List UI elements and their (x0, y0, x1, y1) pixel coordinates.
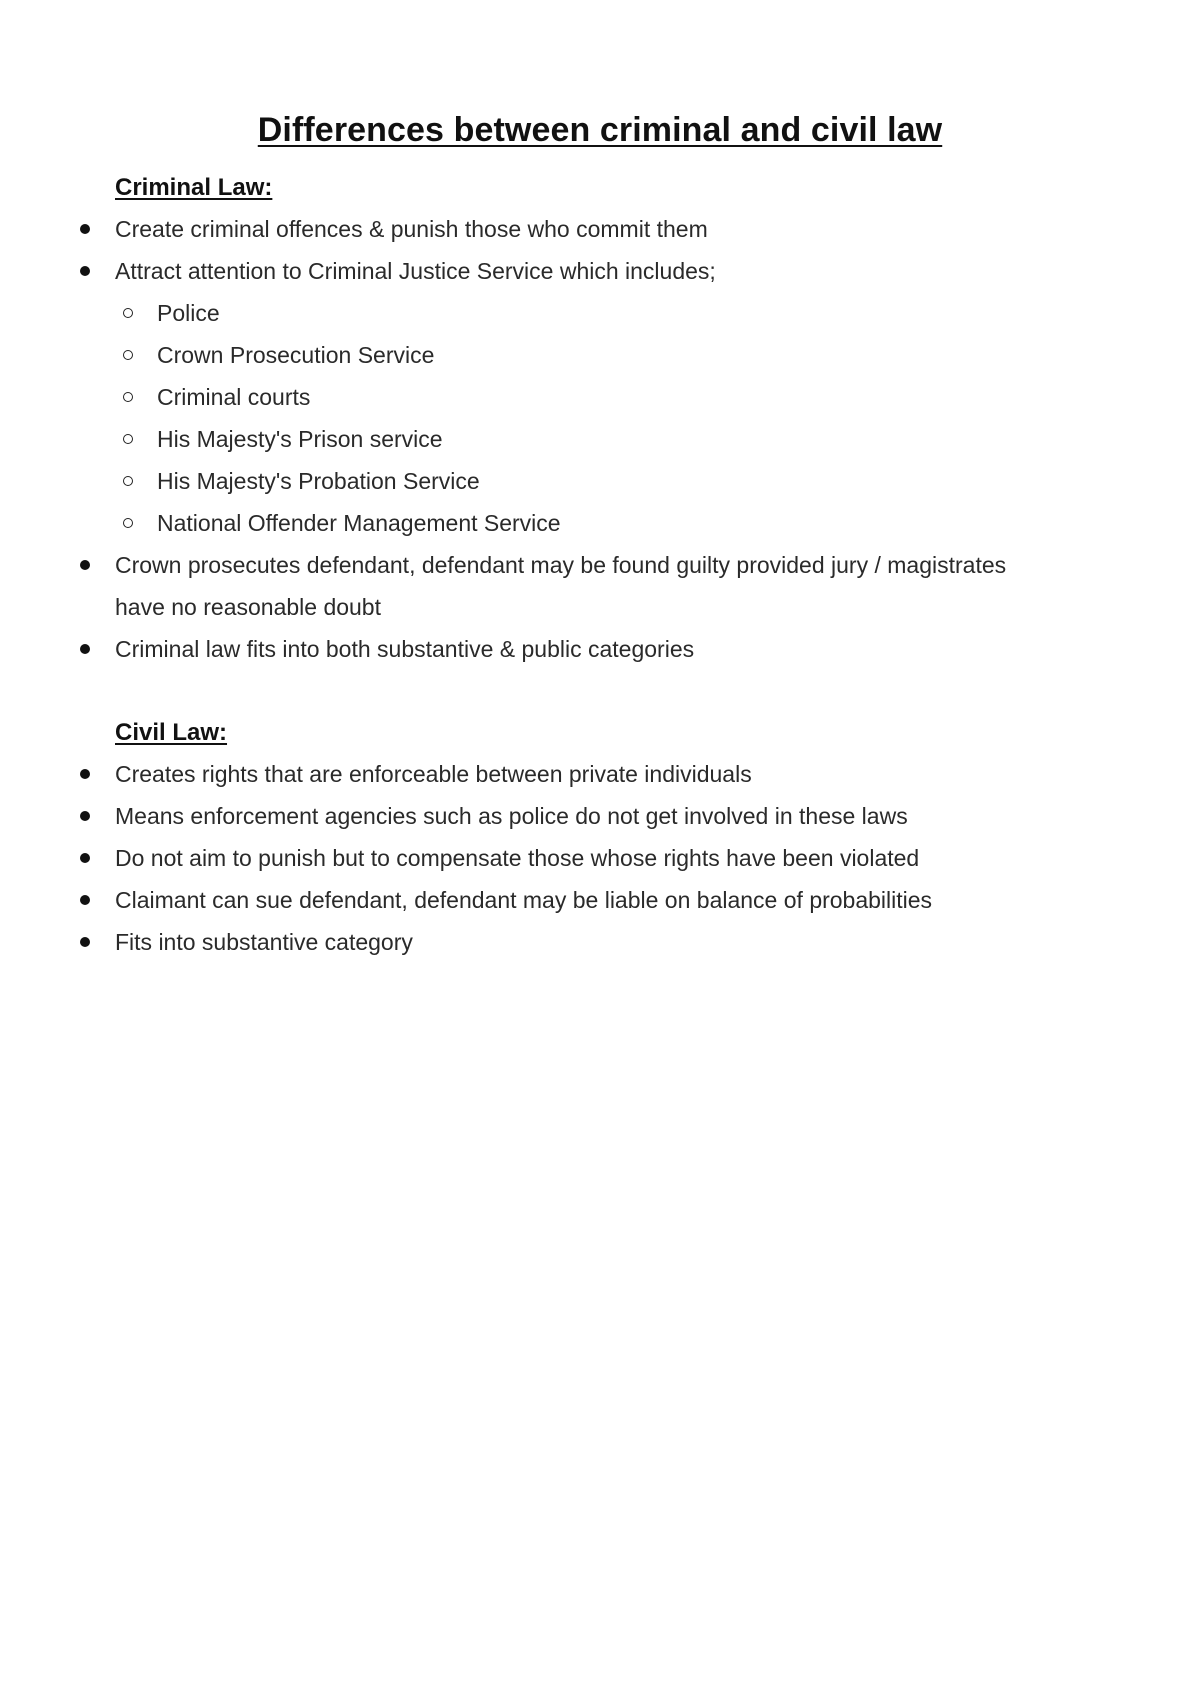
list-item-text: Do not aim to punish but to compensate those whose rights have been violated (115, 845, 920, 871)
list-item (0, 250, 1200, 292)
list-item (0, 879, 1200, 921)
bullet-icon (80, 895, 90, 905)
sub-list-item-text: His Majesty's Prison service (157, 426, 443, 452)
hollow-bullet-icon (123, 434, 133, 444)
list-item-text: Creates rights that are enforceable between private individuals (115, 761, 752, 787)
list-item-text: Means enforcement agencies such as police do not get involved in these laws (115, 803, 908, 829)
hollow-bullet-icon (123, 518, 133, 528)
list-item-text: Create criminal offences & punish those who commit them (115, 216, 708, 242)
list-item (0, 837, 1200, 879)
list-item-text: Fits into substantive category (115, 929, 413, 955)
list-item (0, 921, 1200, 963)
list-item (0, 753, 1200, 795)
hollow-bullet-icon (123, 350, 133, 360)
bullet-icon (80, 937, 90, 947)
bullet-icon (80, 853, 90, 863)
bullet-icon (80, 769, 90, 779)
sub-list-item-text: His Majesty's Probation Service (157, 468, 480, 494)
criminal-law-heading: Criminal Law: (115, 174, 273, 201)
list-item-continuation (0, 586, 1200, 628)
sub-list-item (0, 376, 1200, 418)
list-item (0, 795, 1200, 837)
list-item (0, 544, 1200, 586)
hollow-bullet-icon (123, 476, 133, 486)
sub-list-item-text: National Offender Management Service (157, 510, 561, 536)
sub-list-item (0, 460, 1200, 502)
bullet-icon (80, 644, 90, 654)
list-item (0, 628, 1200, 670)
sub-list-item-text: Police (157, 300, 220, 326)
page-title: Differences between criminal and civil law (257, 111, 943, 149)
list-item-text: Criminal law fits into both substantive & public categories (115, 636, 695, 662)
hollow-bullet-icon (123, 392, 133, 402)
sub-list-item-text: Crown Prosecution Service (157, 342, 435, 368)
sub-list-item (0, 418, 1200, 460)
sub-list-item (0, 334, 1200, 376)
list-item-text: have no reasonable doubt (115, 594, 381, 620)
bullet-icon (80, 560, 90, 570)
list-item-text: Claimant can sue defendant, defendant may be liable on balance of probabilities (115, 887, 933, 913)
sub-list-item (0, 502, 1200, 544)
list-item-text: Attract attention to Criminal Justice Service which includes; (115, 258, 716, 284)
list-item-text: Crown prosecutes defendant, defendant may be found guilty provided jury / magistrates (115, 552, 1007, 578)
sub-list-item-text: Criminal courts (157, 384, 311, 410)
bullet-icon (80, 224, 90, 234)
bullet-icon (80, 811, 90, 821)
sub-list-item (0, 292, 1200, 334)
hollow-bullet-icon (123, 308, 133, 318)
bullet-icon (80, 266, 90, 276)
list-item (0, 208, 1200, 250)
civil-law-heading: Civil Law: (115, 719, 228, 746)
